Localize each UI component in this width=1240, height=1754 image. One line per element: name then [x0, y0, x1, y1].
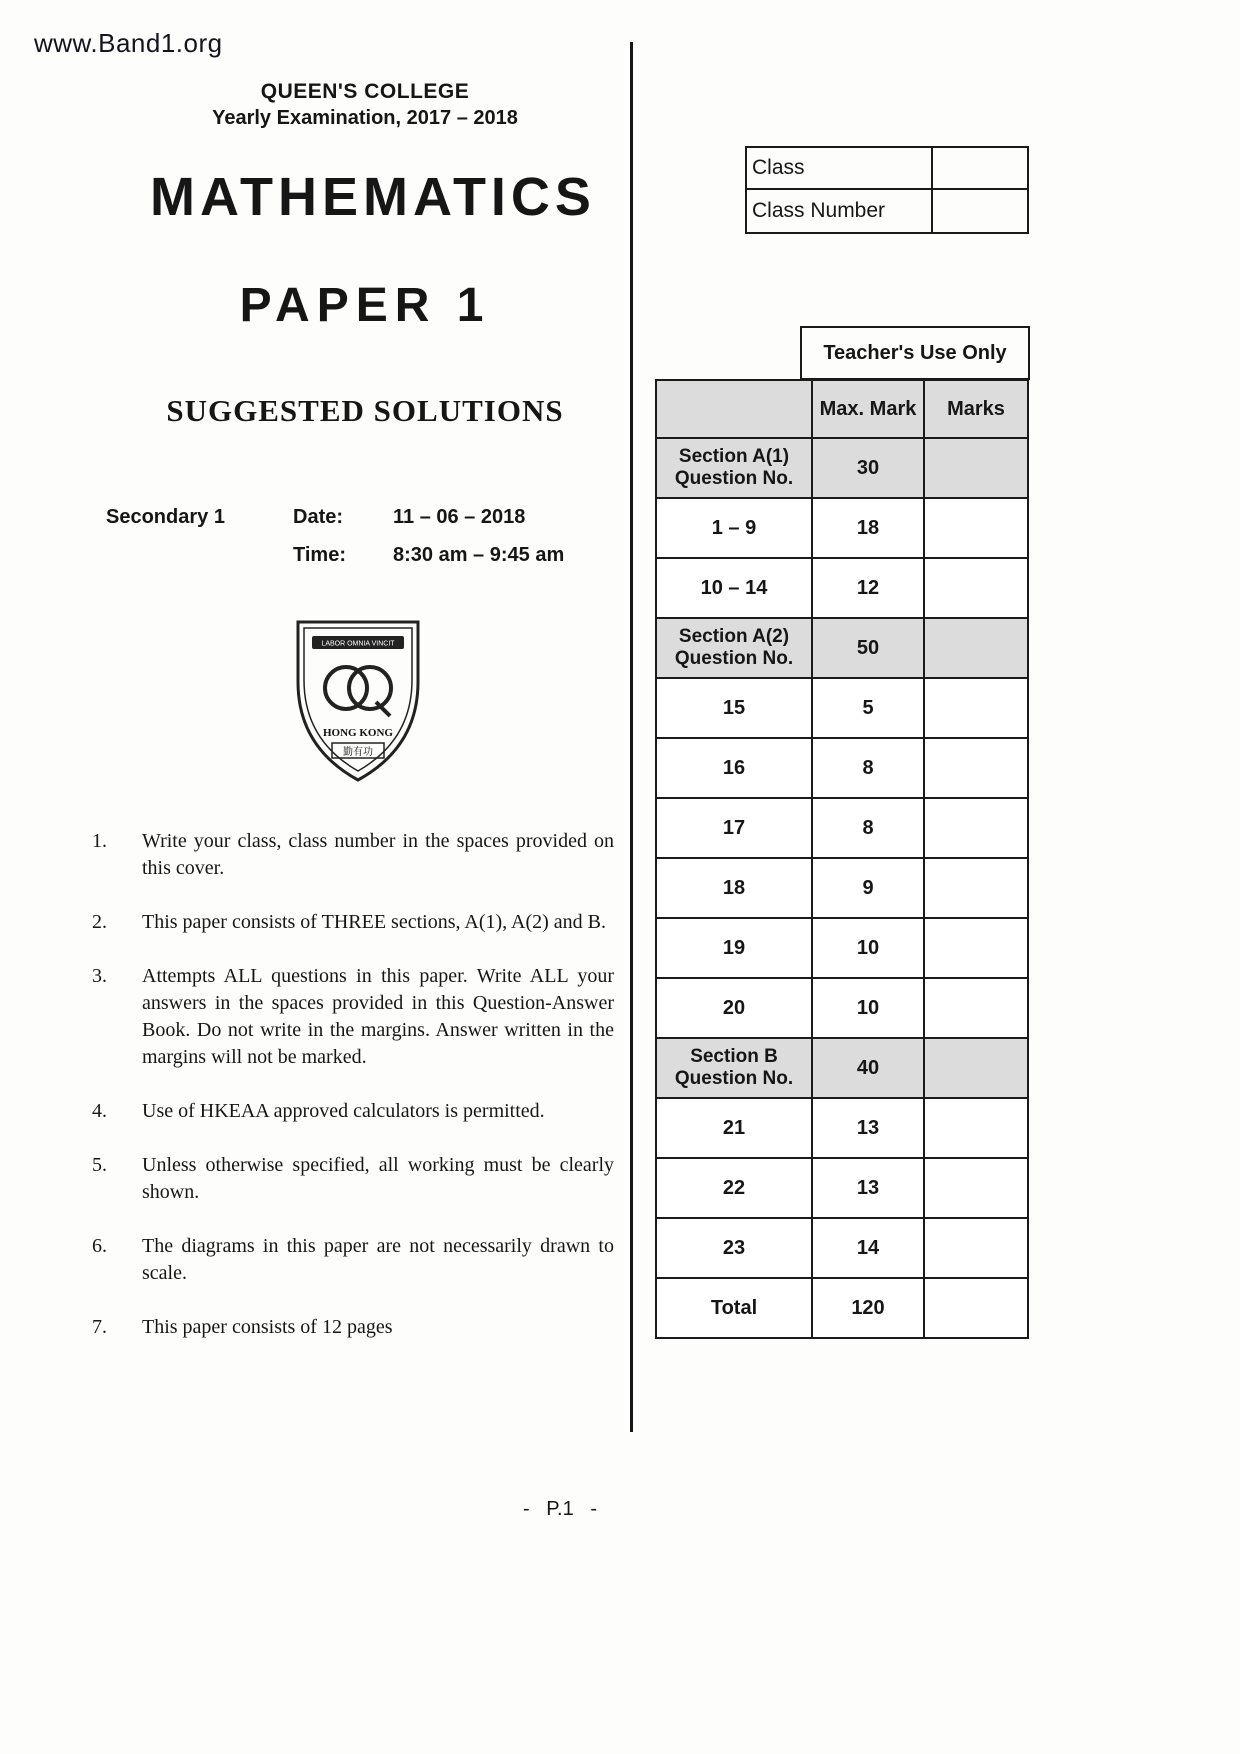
instruction-number: 6.: [92, 1235, 107, 1257]
crest-place: HONG KONG: [323, 727, 393, 739]
instruction-item: [92, 963, 614, 1071]
row-label-cell: 22: [657, 1159, 811, 1217]
marks-table: [655, 379, 1029, 1339]
max-mark-cell: 5: [813, 679, 923, 737]
max-mark-cell: 12: [813, 559, 923, 617]
row-label-cell: 21: [657, 1099, 811, 1157]
exam-title: Yearly Examination, 2017 – 2018: [212, 107, 518, 129]
header-marks: Marks: [925, 381, 1027, 437]
instruction-item: [92, 1233, 614, 1287]
watermark: www.Band1.org: [34, 28, 223, 58]
max-mark-cell: 10: [813, 919, 923, 977]
class-input-field[interactable]: [933, 148, 1027, 188]
class-number-label: Class Number: [747, 190, 933, 232]
section-label: Section A(2): [678, 626, 790, 648]
date-label: Date:: [293, 506, 344, 528]
marks-cell[interactable]: [925, 559, 1027, 617]
crest-scroll: 勤有功: [343, 747, 373, 758]
marks-cell[interactable]: [925, 1159, 1027, 1217]
marks-cell[interactable]: [925, 739, 1027, 797]
time-value: 8:30 am – 9:45 am: [393, 544, 565, 566]
row-label-cell: 18: [657, 859, 811, 917]
instruction-text: Unless otherwise specified, all working must be clearly shown.: [142, 1154, 614, 1203]
marks-cell[interactable]: [925, 979, 1027, 1037]
marks-cell[interactable]: [925, 1279, 1027, 1337]
teachers-use-only-header: Teacher's Use Only: [800, 326, 1030, 380]
max-mark-cell: 13: [813, 1099, 923, 1157]
max-mark-cell: 18: [813, 499, 923, 557]
max-mark-cell: 13: [813, 1159, 923, 1217]
level-label: Secondary 1: [106, 506, 225, 528]
section-sublabel: Question No.: [674, 648, 794, 669]
exam-header: [150, 80, 596, 429]
marks-cell[interactable]: [925, 1099, 1027, 1157]
marks-cell[interactable]: [925, 799, 1027, 857]
max-mark-cell: 8: [813, 799, 923, 857]
max-mark-cell: 40: [813, 1039, 923, 1097]
row-label-cell: 23: [657, 1219, 811, 1277]
marks-cell[interactable]: [925, 919, 1027, 977]
row-label-cell: 20: [657, 979, 811, 1037]
marks-cell[interactable]: [925, 439, 1027, 497]
page-number: - P.1 -: [522, 1498, 598, 1520]
school-name: QUEEN'S COLLEGE: [260, 80, 470, 103]
instruction-item: [92, 1152, 614, 1206]
max-mark-cell: 30: [813, 439, 923, 497]
instruction-text: Attempts ALL questions in this paper. Write ALL your answers in the spaces provided in this Question-Answer Book. Do not write in the margins. Answer written in the margins will not be marked.: [142, 965, 614, 1068]
solutions-title: SUGGESTED SOLUTIONS: [166, 393, 564, 428]
row-label-cell: [657, 619, 811, 677]
class-number-row: [747, 190, 1027, 232]
row-label-cell: [657, 1039, 811, 1097]
instruction-number: 7.: [92, 1316, 107, 1338]
crest-motto: LABOR OMNIA VINCIT: [321, 640, 395, 648]
subject-title: MATHEMATICS: [150, 167, 596, 227]
time-label: Time:: [293, 544, 346, 566]
instruction-item: [92, 828, 614, 882]
max-mark-cell: 120: [813, 1279, 923, 1337]
date-value: 11 – 06 – 2018: [393, 506, 526, 528]
row-label-cell: Total: [657, 1279, 811, 1337]
instruction-number: 5.: [92, 1154, 107, 1176]
instruction-number: 2.: [92, 911, 107, 933]
instruction-item: [92, 1314, 614, 1341]
instruction-number: 4.: [92, 1100, 107, 1122]
instruction-text: Write your class, class number in the spaces provided on this cover.: [142, 830, 614, 879]
class-number-input-field[interactable]: [933, 190, 1027, 232]
marks-cell[interactable]: [925, 679, 1027, 737]
class-label: Class: [747, 148, 933, 188]
row-label-cell: 17: [657, 799, 811, 857]
marks-cell[interactable]: [925, 1039, 1027, 1097]
header-max-mark: Max. Mark: [813, 381, 923, 437]
instruction-text: This paper consists of 12 pages: [142, 1316, 393, 1338]
class-info-box: [745, 146, 1029, 234]
school-crest-icon: [288, 612, 428, 787]
max-mark-cell: 50: [813, 619, 923, 677]
row-label-cell: 10 – 14: [657, 559, 811, 617]
instruction-number: 3.: [92, 965, 107, 987]
section-sublabel: Question No.: [674, 1068, 794, 1089]
row-label-cell: 1 – 9: [657, 499, 811, 557]
instruction-item: [92, 909, 614, 936]
class-row: [747, 148, 1027, 190]
section-label: Section B: [690, 1046, 778, 1068]
row-label-cell: 15: [657, 679, 811, 737]
header-empty-cell: [657, 381, 811, 437]
instruction-text: The diagrams in this paper are not necessarily drawn to scale.: [142, 1235, 614, 1284]
instruction-text: This paper consists of THREE sections, A(1), A(2) and B.: [142, 911, 607, 933]
max-mark-cell: 9: [813, 859, 923, 917]
instructions-list: [92, 828, 614, 1368]
row-label-cell: 16: [657, 739, 811, 797]
marks-cell[interactable]: [925, 619, 1027, 677]
max-mark-cell: 14: [813, 1219, 923, 1277]
instruction-item: [92, 1098, 614, 1125]
row-label-cell: [657, 439, 811, 497]
section-label: Section A(1): [678, 446, 790, 468]
max-mark-cell: 10: [813, 979, 923, 1037]
max-mark-cell: 8: [813, 739, 923, 797]
paper-title: PAPER 1: [239, 279, 491, 332]
row-label-cell: 19: [657, 919, 811, 977]
marks-cell[interactable]: [925, 1219, 1027, 1277]
marks-cell[interactable]: [925, 499, 1027, 557]
section-sublabel: Question No.: [674, 468, 794, 489]
instruction-number: 1.: [92, 830, 107, 852]
marks-cell[interactable]: [925, 859, 1027, 917]
page-divider-line: [630, 42, 633, 1432]
instruction-text: Use of HKEAA approved calculators is permitted.: [142, 1100, 545, 1122]
